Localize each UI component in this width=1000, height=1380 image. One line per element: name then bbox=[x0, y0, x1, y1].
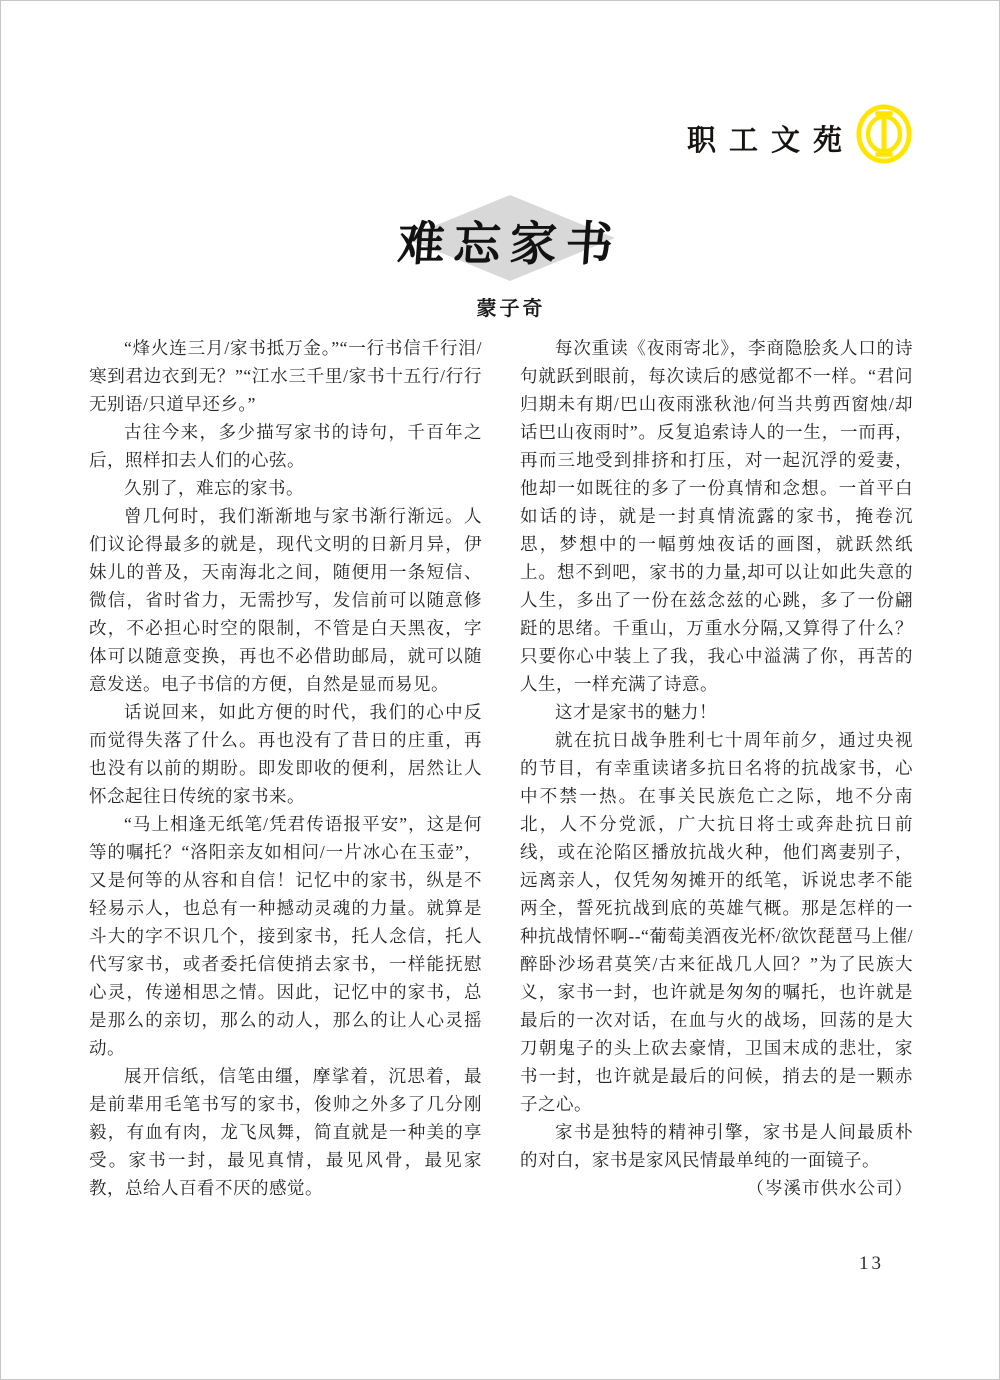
paragraph: 这才是家书的魅力！ bbox=[555, 702, 717, 722]
paragraph: 曾几何时，我们渐渐地与家书渐行渐远。人们议论得最多的就是，现代文明的日新月异，伊妹儿的普及，天南海北之间，随便用一条短信、微信，省时省力，无需抄写，发信前可以随意修改，不必担心时空的限制，不管是白天黑夜，字体可以随意变换，再也不必借助邮局，就可以随意发送。电子书信的方便，自然是显而易见。 bbox=[89, 506, 482, 694]
paragraph: 家书是独特的精神引擎，家书是人间最质朴的对白，家书是家风民情最单纯的一面镜子。 bbox=[520, 1122, 913, 1170]
section-title: 职工文苑 bbox=[686, 124, 855, 157]
article-body bbox=[89, 334, 913, 1202]
paragraph: “马上相逢无纸笔/凭君传语报平安”，这是何等的嘱托？“洛阳亲友如相问/一片冰心在玉壶”，又是何等的从容和自信！记忆中的家书，纵是不轻易示人，也总有一种撼动灵魂的力量。就算是斗大的字不识几个，接到家书，托人念信，托人代写家书，或者委托信使捎去家书，一样能抚慰心灵，传递相思之情。因此，记忆中的家书，总是那么的亲切，那么的动人，那么的让人心灵摇动。 bbox=[89, 814, 482, 1058]
article-title: 难忘家书 bbox=[395, 217, 624, 272]
paragraph: “烽火连三月/家书抵万金。”“一行书信千行泪/寒到君边衣到无？”“江水三千里/家书十五行/行行无别语/只道早还乡。” bbox=[89, 338, 482, 414]
paragraph: 展开信纸，信笔由缰，摩挲着，沉思着，最是前辈用毛笔书写的家书，俊帅之外多了几分刚毅，有血有肉，龙飞凤舞，简直就是一种美的享受。家书一封，最见真情，最见风骨，最见家教，总给人百看不厌的感觉。 bbox=[89, 1066, 482, 1198]
trade-union-logo-icon bbox=[855, 103, 913, 165]
paragraph: 就在抗日战争胜利七十周年前夕，通过央视的节目，有幸重读诸多抗日名将的抗战家书，心中不禁一热。在事关民族危亡之际，地不分南北，人不分党派，广大抗日将士或奔赴抗日前线，或在沦陷区播放抗战火种，他们离妻别子，远离亲人，仅凭匆匆摊开的纸笔，诉说忠孝不能两全，誓死抗战到底的英雄气概。那是怎样的一种抗战情怀啊--“葡萄美酒夜光杯/欲饮琵琶马上催/醉卧沙场君莫笑/古来征战几人回？”为了民族大义，家书一封，也许就是匆匆的嘱托，也许就是最后的一次对话，在血与火的战场，回荡的是大刀朝鬼子的头上砍去豪情，卫国末成的悲壮，家书一封，也许就是最后的问候，捎去的是一颗赤子之心。 bbox=[520, 730, 913, 1114]
right-column bbox=[520, 334, 913, 1202]
article-author: 蒙子奇 bbox=[476, 298, 546, 320]
paragraph: 久别了，难忘的家书。 bbox=[124, 478, 304, 498]
paragraph: 每次重读《夜雨寄北》，李商隐脍炙人口的诗句就跃到眼前，每次读后的感觉都不一样。“君问归期未有期/巴山夜雨涨秋池/何当共剪西窗烛/却话巴山夜雨时”。反复追索诗人的一生，一而再，再而三地受到排挤和打压，对一起沉浮的爱妻，他却一如既往的多了一份真情和念想。一首平白如话的诗，就是一封真情流露的家书，掩卷沉思，梦想中的一幅剪烛夜话的画图，就跃然纸上。想不到吧，家书的力量,却可以让如此失意的人生，多出了一份在兹念兹的心跳，多了一份翩跹的思绪。千重山，万重水分隔,又算得了什么？只要你心中装上了我，我心中溢满了你，再苦的人生，一样充满了诗意。 bbox=[520, 338, 913, 694]
page-number: 13 bbox=[859, 1253, 884, 1274]
paragraph: 古往今来，多少描写家书的诗句，千百年之后，照样扣去人们的心弦。 bbox=[89, 422, 482, 470]
attribution: （岑溪市供水公司） bbox=[746, 1178, 913, 1198]
left-column bbox=[89, 334, 482, 1202]
page-header bbox=[687, 103, 913, 165]
paragraph: 话说回来，如此方便的时代，我们的心中反而觉得失落了什么。再也没有了昔日的庄重，再也没有以前的期盼。即发即收的便利，居然让人怀念起往日传统的家书来。 bbox=[89, 702, 482, 806]
